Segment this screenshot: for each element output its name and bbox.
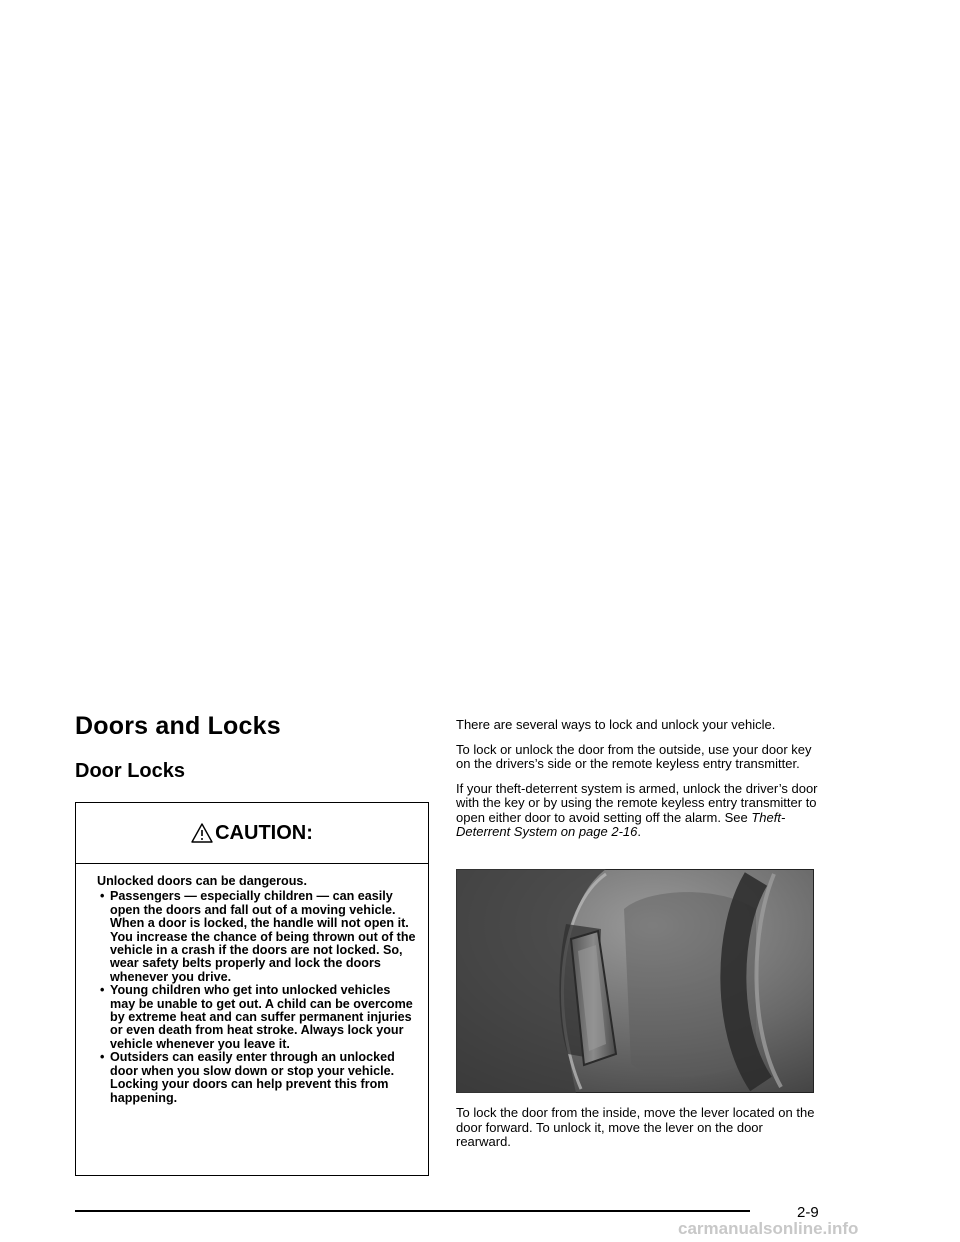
paragraph: There are several ways to lock and unlock your vehicle.	[456, 717, 776, 732]
caution-box	[75, 802, 429, 1176]
caution-bullet: • Passengers — especially children — can easily open the doors and fall out of a moving vehicle. When a door is locked, the handle will not open it. You increase the chance of being thrown out of the vehicle in a crash if the doors are not locked. So, wear safety belts properly and lock the doors whenever you drive.	[97, 890, 418, 984]
watermark: carmanualsonline.info	[678, 1219, 859, 1238]
right-column-text	[456, 718, 818, 850]
caution-bullet: • Young children who get into unlocked vehicles may be unable to get out. A child can be overcome by extreme heat and can suffer permanent injuries or even death from heat stroke. Always lock your vehicle whenever you leave it.	[97, 984, 418, 1051]
caution-header	[76, 803, 428, 864]
footer-rule	[75, 1210, 750, 1212]
right-column-text-bottom	[456, 1106, 818, 1150]
door-lock-lever-photo	[456, 869, 814, 1093]
cross-reference-link[interactable]: Theft-Deterrent System on page 2-16	[456, 809, 786, 839]
paragraph: To lock or unlock the door from the outside, use your door key on the drivers’s side or the remote keyless entry transmitter.	[456, 741, 812, 771]
paragraph: To lock the door from the inside, move the lever located on the door forward. To unlock it, move the lever on the door rearward.	[456, 1105, 815, 1149]
subsection-title: Door Locks	[75, 760, 186, 782]
caution-list	[97, 890, 418, 1105]
caution-body	[76, 864, 428, 1105]
caution-title: CAUTION:	[215, 821, 313, 844]
caution-bullet: • Outsiders can easily enter through an unlocked door when you slow down or stop your vehicle. Locking your doors can help prevent this from happening.	[97, 1051, 418, 1105]
caution-intro: Unlocked doors can be dangerous.	[97, 874, 307, 888]
warning-triangle-icon	[191, 823, 213, 843]
section-title: Doors and Locks	[75, 712, 281, 740]
page-number: 2-9	[797, 1204, 819, 1221]
paragraph: If your theft-deterrent system is armed, unlock the driver’s door with the key or by using the remote keyless entry transmitter to open either door to avoid setting off the alarm. See Theft-Deterrent System on page 2-16.	[456, 780, 818, 839]
